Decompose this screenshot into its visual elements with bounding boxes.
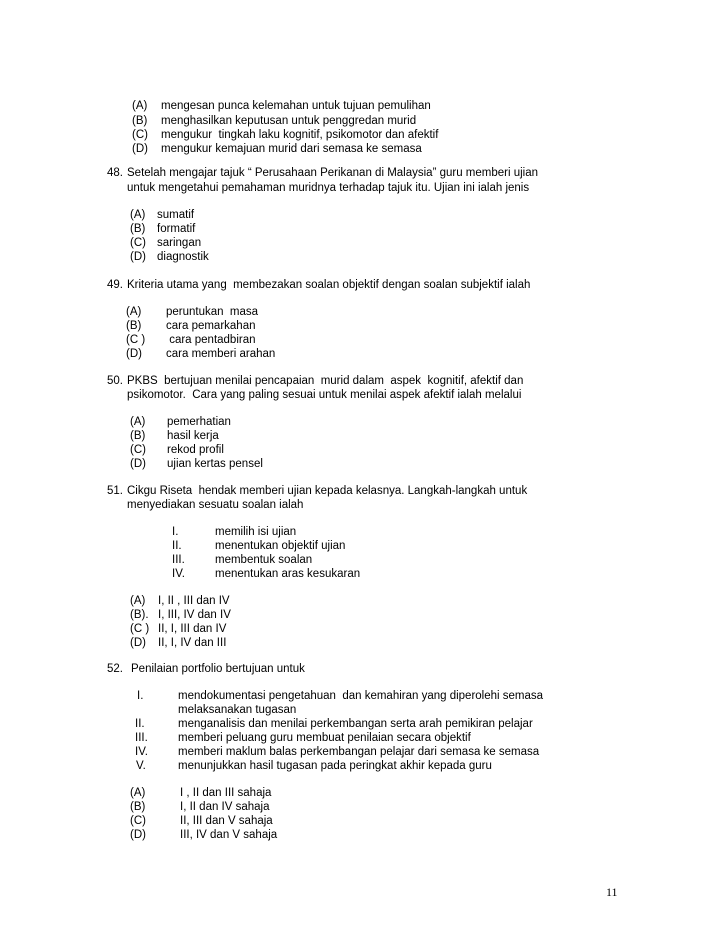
q48-option-c-key: (C) bbox=[130, 237, 146, 249]
q51-item-2-key: II. bbox=[172, 540, 182, 552]
q52-item-5-key: V. bbox=[136, 760, 146, 772]
q48-stem-line-2: untuk mengetahui pemahaman muridnya terhadap tajuk itu. Ujian ini ialah jenis bbox=[127, 182, 530, 194]
q50-option-b-text: hasil kerja bbox=[167, 430, 219, 442]
q52-option-b-text: I, II dan IV sahaja bbox=[180, 801, 270, 813]
q52-item-1-text-cont: melaksanakan tugasan bbox=[178, 704, 297, 716]
q52-stem-line-1: Penilaian portfolio bertujuan untuk bbox=[131, 663, 305, 675]
q50-stem-line-2: psikomotor. Cara yang paling sesuai untuk menilai aspek afektif ialah melalui bbox=[127, 389, 522, 401]
q50-stem-line-1: PKBS bertujuan menilai pencapaian murid dalam aspek kognitif, afektif dan bbox=[127, 375, 524, 387]
q51-option-b-key: (B). bbox=[130, 609, 149, 621]
q48-option-a-text: sumatif bbox=[157, 209, 195, 221]
q47-option-c-text: mengukur tingkah laku kognitif, psikomotor dan afektif bbox=[161, 129, 439, 141]
q47-option-d-key: (D) bbox=[132, 143, 148, 155]
q47-option-a-text: mengesan punca kelemahan untuk tujuan pemulihan bbox=[161, 100, 431, 112]
q51-item-3-key: III. bbox=[172, 554, 185, 566]
q49-option-c-key: (C ) bbox=[126, 334, 146, 346]
q51-item-1-key: I. bbox=[172, 526, 179, 538]
q50-option-c-key: (C) bbox=[130, 444, 146, 456]
q50-option-b-key: (B) bbox=[130, 430, 146, 442]
q48-option-b-key: (B) bbox=[130, 223, 146, 235]
q49-option-a-key: (A) bbox=[126, 306, 142, 318]
q52-option-a-text: I , II dan III sahaja bbox=[180, 787, 272, 799]
q51-item-3-text: membentuk soalan bbox=[215, 554, 313, 566]
q52-option-c-key: (C) bbox=[130, 815, 146, 827]
q52-item-4-text: memberi maklum balas perkembangan pelajar dari semasa ke semasa bbox=[178, 746, 540, 758]
q52-option-b-key: (B) bbox=[130, 801, 146, 813]
q47-option-b-text: menghasilkan keputusan untuk penggredan murid bbox=[161, 115, 417, 127]
q52-item-3-text: memberi peluang guru membuat penilaian secara objektif bbox=[178, 732, 471, 744]
q51-stem-line-1: Cikgu Riseta hendak memberi ujian kepada kelasnya. Langkah-langkah untuk bbox=[127, 485, 528, 497]
q50-option-c-text: rekod profil bbox=[167, 444, 224, 456]
q52-option-a-key: (A) bbox=[130, 787, 146, 799]
q49-option-b-text: cara pemarkahan bbox=[166, 320, 256, 332]
q51-item-4-key: IV. bbox=[172, 568, 186, 580]
q49-option-c-text: cara pentadbiran bbox=[166, 334, 256, 346]
q48-number: 48. bbox=[107, 167, 123, 179]
q49-option-d-key: (D) bbox=[126, 348, 142, 360]
q48-option-a-key: (A) bbox=[130, 209, 146, 221]
q52-option-d-key: (D) bbox=[130, 829, 146, 841]
q51-number: 51. bbox=[107, 485, 123, 497]
q51-option-a-key: (A) bbox=[130, 595, 146, 607]
q52-item-1-key: I. bbox=[137, 690, 144, 702]
q52-number: 52. bbox=[107, 663, 123, 675]
q50-option-d-key: (D) bbox=[130, 458, 146, 470]
q51-option-c-text: II, I, III dan IV bbox=[158, 623, 227, 635]
q47-option-b-key: (B) bbox=[132, 115, 148, 127]
q52-item-4-key: IV. bbox=[135, 746, 149, 758]
q52-item-5-text: menunjukkan hasil tugasan pada peringkat akhir kepada guru bbox=[178, 760, 492, 772]
q51-item-2-text: menentukan objektif ujian bbox=[215, 540, 346, 552]
q49-option-d-text: cara memberi arahan bbox=[166, 348, 276, 360]
q52-item-2-text: menganalisis dan menilai perkembangan serta arah pemikiran pelajar bbox=[178, 718, 533, 730]
q49-option-a-text: peruntukan masa bbox=[166, 306, 259, 318]
q48-option-b-text: formatif bbox=[157, 223, 196, 235]
q47-option-c-key: (C) bbox=[132, 129, 148, 141]
q49-option-b-key: (B) bbox=[126, 320, 142, 332]
q51-option-b-text: I, III, IV dan IV bbox=[158, 609, 231, 621]
q51-stem-line-2: menyediakan sesuatu soalan ialah bbox=[127, 499, 304, 511]
q51-option-a-text: I, II , III dan IV bbox=[158, 595, 230, 607]
q52-option-d-text: III, IV dan V sahaja bbox=[180, 829, 278, 841]
q48-stem-line-1: Setelah mengajar tajuk “ Perusahaan Perikanan di Malaysia” guru memberi ujian bbox=[127, 167, 539, 179]
q52-item-3-key: III. bbox=[135, 732, 148, 744]
q52-option-c-text: II, III dan V sahaja bbox=[180, 815, 273, 827]
q50-number: 50. bbox=[107, 375, 123, 387]
q51-item-4-text: menentukan aras kesukaran bbox=[215, 568, 361, 580]
q51-option-d-text: II, I, IV dan III bbox=[158, 637, 227, 649]
q47-option-a-key: (A) bbox=[132, 100, 148, 112]
q48-option-d-key: (D) bbox=[130, 251, 146, 263]
q48-option-d-text: diagnostik bbox=[157, 251, 209, 263]
q50-option-a-key: (A) bbox=[130, 416, 146, 428]
q51-option-d-key: (D) bbox=[130, 637, 146, 649]
q49-stem-line-1: Kriteria utama yang membezakan soalan objektif dengan soalan subjektif ialah bbox=[127, 279, 531, 291]
page-number: 11 bbox=[606, 885, 618, 899]
q51-item-1-text: memilih isi ujian bbox=[215, 526, 297, 538]
q52-item-2-key: II. bbox=[135, 718, 145, 730]
q49-number: 49. bbox=[107, 279, 123, 291]
q47-option-d-text: mengukur kemajuan murid dari semasa ke semasa bbox=[161, 143, 422, 155]
q48-option-c-text: saringan bbox=[157, 237, 202, 249]
q50-option-d-text: ujian kertas pensel bbox=[167, 458, 263, 470]
q50-option-a-text: pemerhatian bbox=[167, 416, 231, 428]
q52-item-1-text: mendokumentasi pengetahuan dan kemahiran yang diperolehi semasa bbox=[178, 690, 544, 702]
q51-option-c-key: (C ) bbox=[130, 623, 150, 635]
